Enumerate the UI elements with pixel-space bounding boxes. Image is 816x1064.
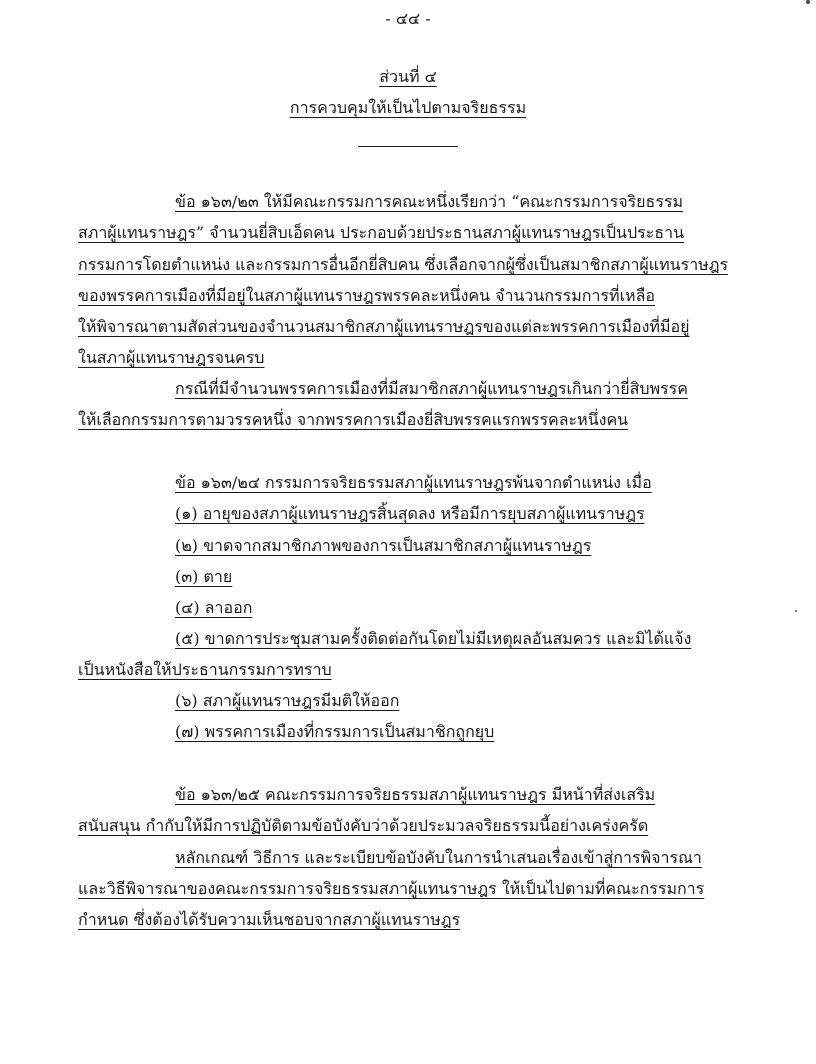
clause-line: ให้พิจารณาตามสัดส่วนของจำนวนสมาชิกสภาผู้แทนราษฎรของแต่ละพรรคการเมืองที่มีอยู่ bbox=[78, 317, 690, 336]
list-item: (๑) อายุของสภาผู้แทนราษฎรสิ้นสุดลง หรือมีการยุบสภาผู้แทนราษฎร bbox=[175, 504, 645, 523]
list-item: (๒) ขาดจากสมาชิกภาพของการเป็นสมาชิกสภาผู้แทนราษฎร bbox=[175, 536, 592, 555]
page-number: - ๔๔ - bbox=[385, 9, 431, 28]
section-heading bbox=[0, 66, 816, 88]
clause-line: ข้อ ๑๖๓/๒๕ คณะกรรมการจริยธรรมสภาผู้แทนราษฎร มีหน้าที่ส่งเสริม bbox=[175, 785, 656, 804]
clause-line: สนับสนุน กำกับให้มีการปฏิบัติตามข้อบังคับว่าด้วยประมวลจริยธรรมนี้อย่างเคร่งครัด bbox=[78, 816, 649, 835]
list-item: (๕) ขาดการประชุมสามครั้งติดต่อกันโดยไม่มีเหตุผลอันสมควร และมิได้แจ้ง bbox=[175, 629, 692, 648]
list-item: (๔) ลาออก bbox=[175, 598, 253, 617]
list-item-continuation: เป็นหนังสือให้ประธานกรรมการทราบ bbox=[78, 660, 332, 679]
section-title-text: การควบคุมให้เป็นไปตามจริยธรรม bbox=[289, 98, 527, 117]
scan-speck bbox=[795, 610, 797, 612]
clause-line: กรณีที่มีจำนวนพรรคการเมืองที่มีสมาชิกสภาผู้แทนราษฎรเกินกว่ายี่สิบพรรค bbox=[175, 379, 688, 398]
clause-line: ให้เลือกกรรมการตามวรรคหนึ่ง จากพรรคการเมืองยี่สิบพรรคแรกพรรคละหนึ่งคน bbox=[78, 410, 629, 429]
list-item: (๖) สภาผู้แทนราษฎรมีมติให้ออก bbox=[175, 691, 400, 710]
section-heading-text: ส่วนที่ ๔ bbox=[379, 67, 437, 86]
clause-line: ในสภาผู้แทนราษฎรจนครบ bbox=[78, 348, 265, 367]
clause-line: และวิธีพิจารณาของคณะกรรมการจริยธรรมสภาผู้แทนราษฎร ให้เป็นไปตามที่คณะกรรมการ bbox=[78, 879, 705, 898]
clause-line: หลักเกณฑ์ วิธีการ และระเบียบข้อบังคับในการนำเสนอเรื่องเข้าสู่การพิจารณา bbox=[175, 848, 702, 867]
list-item: (๓) ตาย bbox=[175, 567, 233, 586]
section-title bbox=[0, 97, 816, 119]
clause-line: ข้อ ๑๖๓/๒๔ กรรมการจริยธรรมสภาผู้แทนราษฎรพ้นจากตำแหน่ง เมื่อ bbox=[175, 473, 652, 492]
section-divider bbox=[358, 146, 458, 147]
clause-line: สภาผู้แทนราษฎร” จำนวนยี่สิบเอ็ดคน ประกอบด้วยประธานสภาผู้แทนราษฎรเป็นประธาน bbox=[78, 223, 685, 242]
clause-line: กรรมการโดยตำแหน่ง และกรรมการอื่นอีกยี่สิบคน ซึ่งเลือกจากผู้ซึ่งเป็นสมาชิกสภาผู้แทนราษฎร bbox=[78, 255, 729, 274]
clause-line: กำหนด ซึ่งต้องได้รับความเห็นชอบจากสภาผู้แทนราษฎร bbox=[78, 910, 461, 929]
clause-line: ของพรรคการเมืองที่มีอยู่ในสภาผู้แทนราษฎรพรรคละหนึ่งคน จำนวนกรรมการที่เหลือ bbox=[78, 286, 655, 305]
clause-line: ข้อ ๑๖๓/๒๓ ให้มีคณะกรรมการคณะหนึ่งเรียกว่า “คณะกรรมการจริยธรรม bbox=[175, 192, 684, 211]
scan-artifact bbox=[806, 0, 810, 4]
list-item: (๗) พรรคการเมืองที่กรรมการเป็นสมาชิกถูกยุบ bbox=[175, 722, 495, 741]
